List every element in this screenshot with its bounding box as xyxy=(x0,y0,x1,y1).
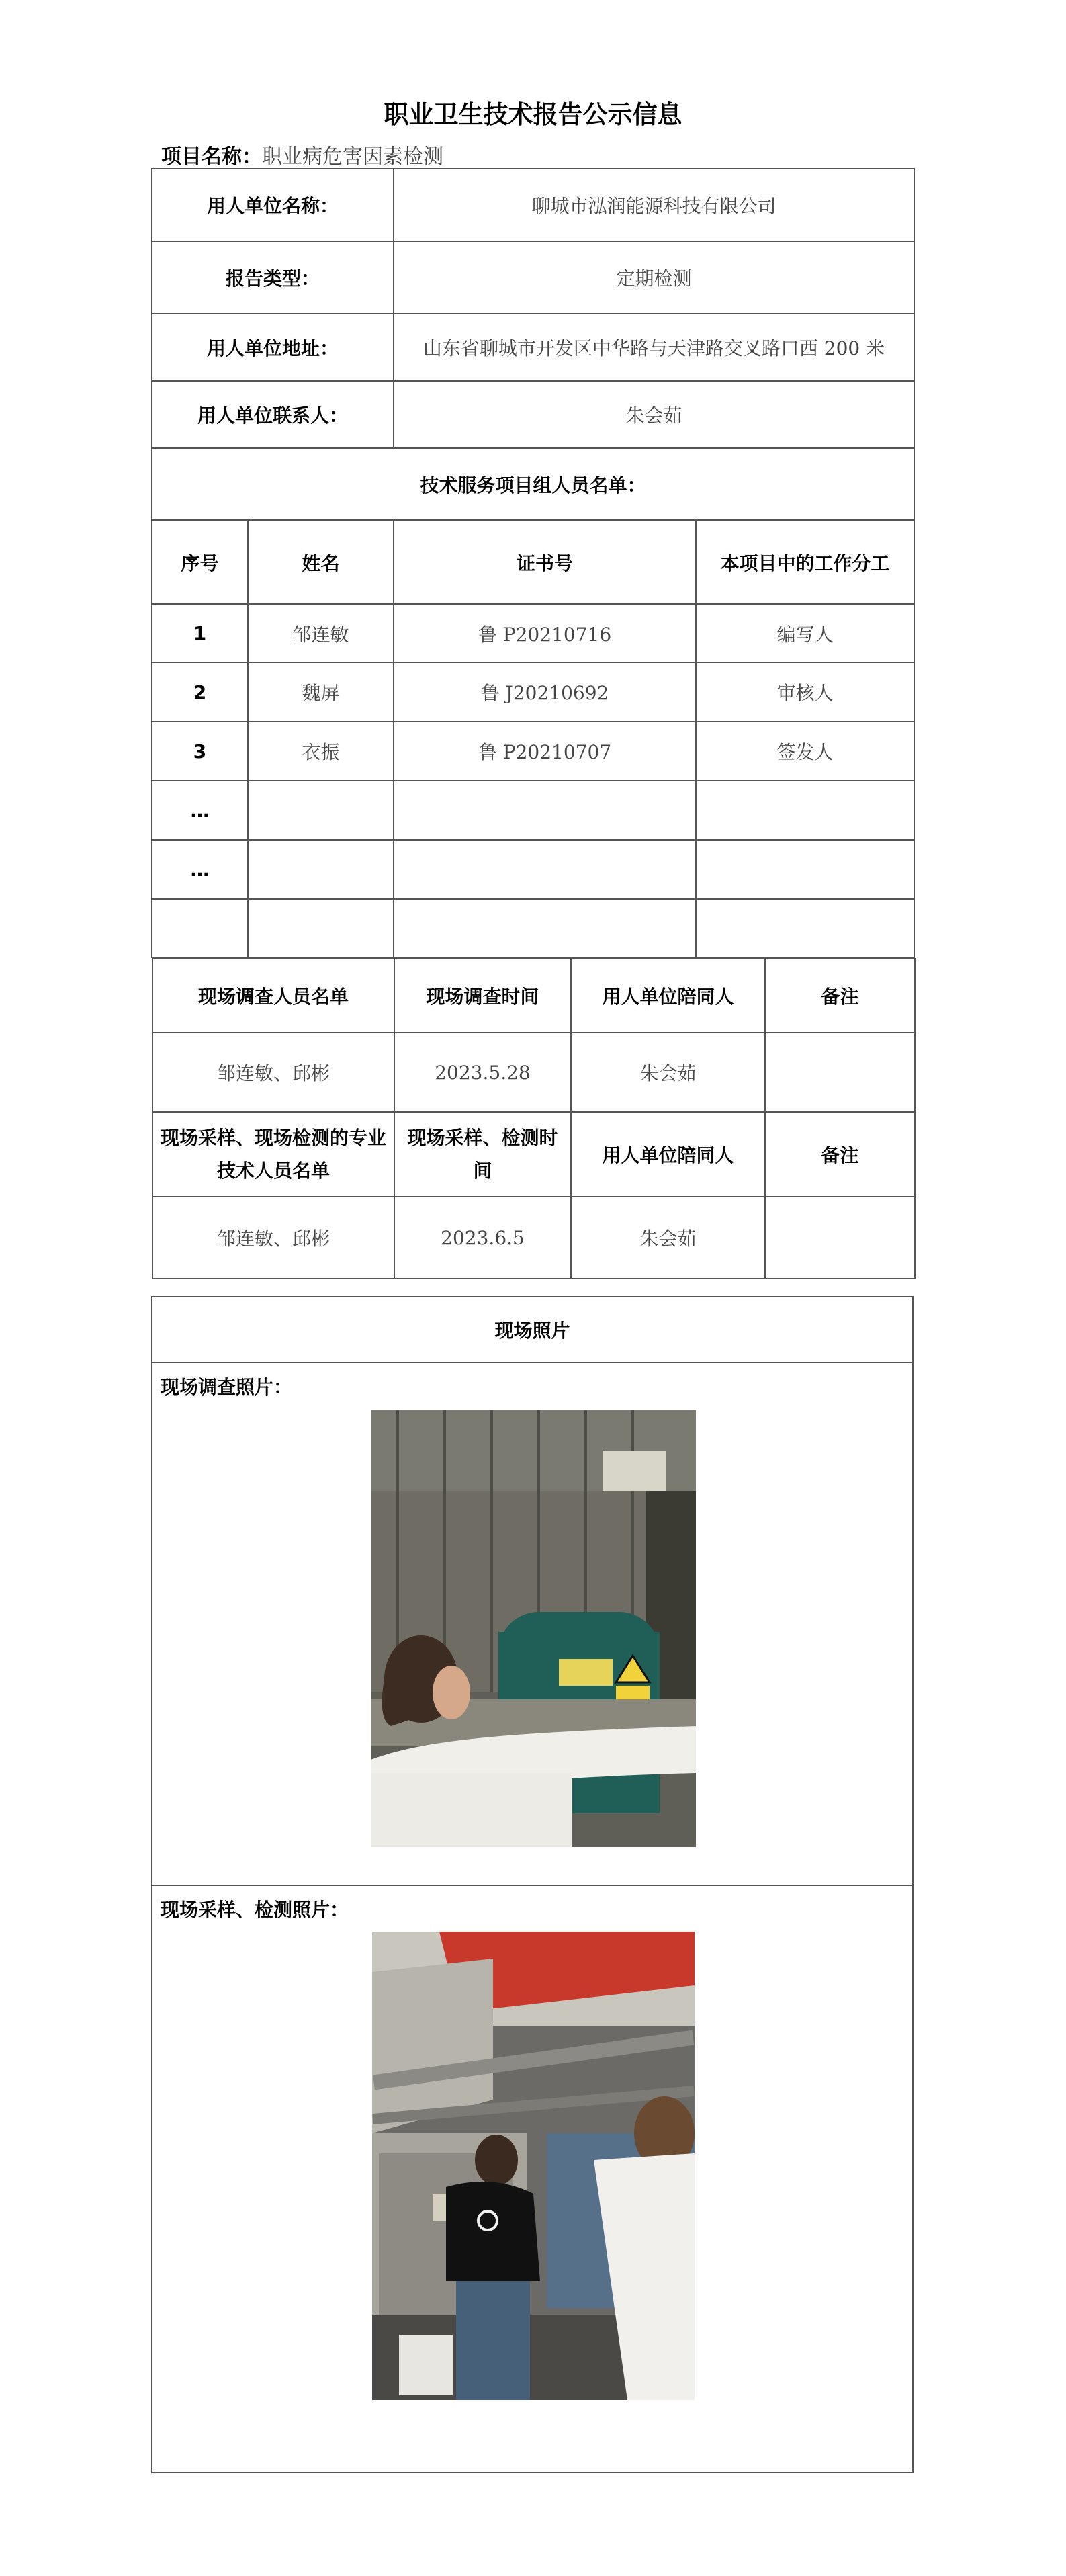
team-cell: 衣振 xyxy=(248,722,394,781)
project-value: 职业病危害因素检测 xyxy=(262,145,443,169)
project-label: 项目名称： xyxy=(161,145,262,169)
survey-header-time: 现场调查时间 xyxy=(394,959,571,1033)
sampling-header-staff: 现场采样、现场检测的专业技术人员名单 xyxy=(152,1112,394,1197)
team-cell: 鲁 P20210707 xyxy=(394,722,696,781)
team-cell xyxy=(696,899,914,957)
sampling-photo-cell xyxy=(152,1885,913,2473)
team-cell: 鲁 P20210716 xyxy=(394,604,696,662)
team-col-seq: 序号 xyxy=(152,520,248,604)
survey-table xyxy=(152,958,916,1279)
team-cell xyxy=(394,899,696,957)
team-cell xyxy=(394,840,696,899)
team-cell: 邹连敏 xyxy=(248,604,394,662)
unit-name-value: 聊城市泓润能源科技有限公司 xyxy=(394,169,914,241)
table-row xyxy=(152,722,914,781)
team-cell: 1 xyxy=(152,604,248,662)
report-type-value: 定期检测 xyxy=(394,241,914,314)
team-cell: 3 xyxy=(152,722,248,781)
table-row xyxy=(152,662,914,722)
report-type-label: 报告类型： xyxy=(152,241,394,314)
table-row xyxy=(152,899,914,957)
team-cell xyxy=(696,840,914,899)
survey-header-staff: 现场调查人员名单 xyxy=(152,959,394,1033)
info-table xyxy=(151,168,915,1279)
team-cell: 签发人 xyxy=(696,722,914,781)
team-cell xyxy=(696,781,914,840)
sampling-header-time: 现场采样、检测时间 xyxy=(394,1112,571,1197)
contact-value: 朱会茹 xyxy=(394,381,914,448)
table-row xyxy=(152,840,914,899)
team-col-role: 本项目中的工作分工 xyxy=(696,520,914,604)
survey-escort: 朱会茹 xyxy=(571,1033,765,1112)
team-cell: 2 xyxy=(152,662,248,722)
team-col-cert: 证书号 xyxy=(394,520,696,604)
team-heading: 技术服务项目组人员名单： xyxy=(152,448,914,520)
team-cell: 鲁 J20210692 xyxy=(394,662,696,722)
survey-header-escort: 用人单位陪同人 xyxy=(571,959,765,1033)
survey-photo xyxy=(371,1410,696,1847)
team-cell: 审核人 xyxy=(696,662,914,722)
survey-header-note: 备注 xyxy=(765,959,915,1033)
survey-photo-cell xyxy=(152,1363,913,1885)
sampling-photo xyxy=(372,1932,695,2400)
survey-note xyxy=(765,1033,915,1112)
sampling-escort: 朱会茹 xyxy=(571,1197,765,1279)
sampling-header-note: 备注 xyxy=(765,1112,915,1197)
team-cell xyxy=(152,899,248,957)
team-cell: 编写人 xyxy=(696,604,914,662)
team-cell: … xyxy=(152,840,248,899)
sampling-header-escort: 用人单位陪同人 xyxy=(571,1112,765,1197)
photo-table xyxy=(151,1296,914,2473)
team-cell xyxy=(248,781,394,840)
unit-name-label: 用人单位名称： xyxy=(152,169,394,241)
photos-heading: 现场照片 xyxy=(152,1297,913,1363)
sampling-staff: 邹连敏、邱彬 xyxy=(152,1197,394,1279)
team-cell: 魏屏 xyxy=(248,662,394,722)
table-row xyxy=(152,781,914,840)
page-title: 职业卫生技术报告公示信息 xyxy=(384,100,682,129)
sampling-time: 2023.6.5 xyxy=(394,1197,571,1279)
project-line xyxy=(161,140,443,169)
survey-time: 2023.5.28 xyxy=(394,1033,571,1112)
survey-photo-label: 现场调查照片： xyxy=(161,1376,293,1398)
address-value: 山东省聊城市开发区中华路与天津路交叉路口西 200 米 xyxy=(394,314,914,381)
team-cell xyxy=(394,781,696,840)
team-cell: … xyxy=(152,781,248,840)
sampling-photo-label: 现场采样、检测照片： xyxy=(161,1899,349,1921)
contact-label: 用人单位联系人： xyxy=(152,381,394,448)
survey-staff: 邹连敏、邱彬 xyxy=(152,1033,394,1112)
team-cell xyxy=(248,840,394,899)
sampling-note xyxy=(765,1197,915,1279)
team-cell xyxy=(248,899,394,957)
address-label: 用人单位地址： xyxy=(152,314,394,381)
team-col-name: 姓名 xyxy=(248,520,394,604)
table-row xyxy=(152,604,914,662)
